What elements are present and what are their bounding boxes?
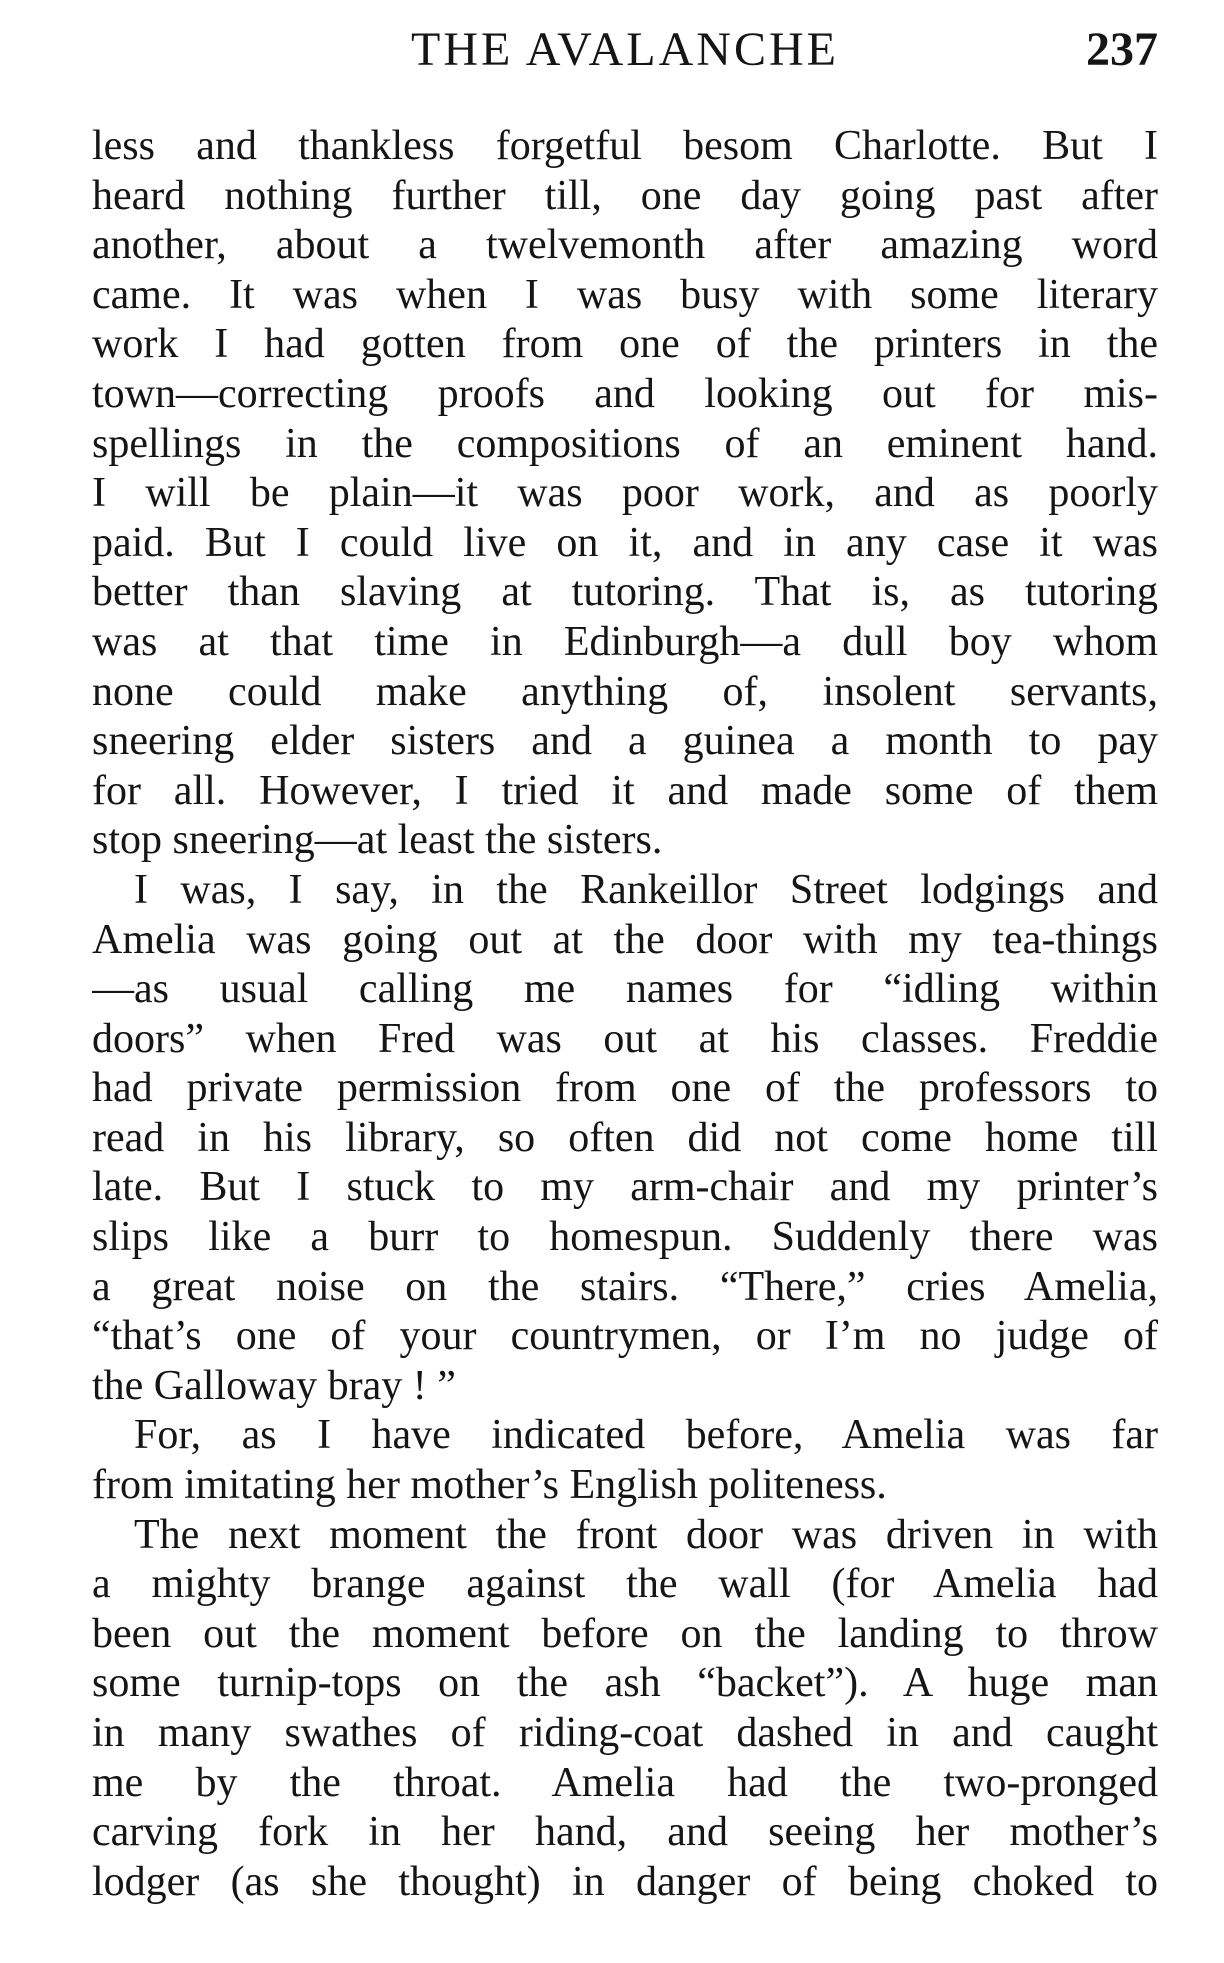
text-line: some turnip-tops on the ash “backet”). A huge man <box>92 1660 1158 1707</box>
text-line: Amelia was going out at the door with my tea-things <box>92 916 1158 963</box>
text-line: “that’s one of your countrymen, or I’m no judge of <box>92 1313 1158 1360</box>
text-line: for all. However, I tried it and made some of them <box>92 767 1158 814</box>
text-line: a great noise on the stairs. “There,” cries Amelia, <box>92 1263 1158 1310</box>
text-line: another, about a twelvemonth after amazing word <box>92 222 1158 269</box>
text-line: —as usual calling me names for “idling within <box>92 966 1158 1013</box>
text-line: doors” when Fred was out at his classes. Freddie <box>92 1015 1158 1062</box>
text-line: better than slaving at tutoring. That is, as tutoring <box>92 569 1158 616</box>
text-line: in many swathes of riding-coat dashed in and caught <box>92 1710 1158 1756</box>
text-line: For, as I have indicated before, Amelia was far <box>134 1412 1158 1459</box>
text-line: paid. But I could live on it, and in any case it was <box>92 519 1158 566</box>
text-line: spellings in the compositions of an eminent hand. <box>92 420 1158 467</box>
text-line: The next moment the front door was driven in with <box>134 1511 1158 1558</box>
text-line: I will be plain—it was poor work, and as poorly <box>92 470 1158 517</box>
text-line: lodger (as she thought) in danger of being choked to <box>92 1858 1158 1905</box>
text-line: been out the moment before on the landing to throw <box>92 1610 1158 1657</box>
text-line: carving fork in her hand, and seeing her mother’s <box>92 1809 1158 1856</box>
text-line: late. But I stuck to my arm-chair and my printer’s <box>92 1164 1158 1211</box>
text-line: me by the throat. Amelia had the two-pronged <box>92 1759 1158 1806</box>
text-line: town—correcting proofs and looking out for mis- <box>92 370 1158 417</box>
text-line: read in his library, so often did not come home till <box>92 1114 1158 1161</box>
text-line: heard nothing further till, one day going past after <box>92 172 1158 219</box>
text-line: slips like a burr to homespun. Suddenly there was <box>92 1214 1158 1261</box>
text-line: was at that time in Edinburgh—a dull boy whom <box>92 618 1158 665</box>
text-line: I was, I say, in the Rankeillor Street lodgings and <box>134 866 1158 913</box>
body-text <box>92 122 1158 1907</box>
chapter-title: THE AVALANCHE <box>411 23 839 76</box>
text-line: the Galloway bray ! ” <box>92 1362 456 1409</box>
text-line: work I had gotten from one of the printers in the <box>92 321 1158 368</box>
text-line: none could make anything of, insolent servants, <box>92 668 1158 715</box>
page-number: 237 <box>1086 23 1158 76</box>
text-line: sneering elder sisters and a guinea a month to pay <box>92 718 1158 765</box>
text-line: from imitating her mother’s English politeness. <box>92 1462 887 1509</box>
text-line: stop sneering—at least the sisters. <box>92 817 663 864</box>
text-line: less and thankless forgetful besom Charlotte. But I <box>92 123 1158 169</box>
text-line: had private permission from one of the professors to <box>92 1065 1158 1112</box>
text-line: a mighty brange against the wall (for Amelia had <box>92 1561 1158 1608</box>
text-line: came. It was when I was busy with some literary <box>92 271 1158 318</box>
running-head <box>92 18 1158 82</box>
